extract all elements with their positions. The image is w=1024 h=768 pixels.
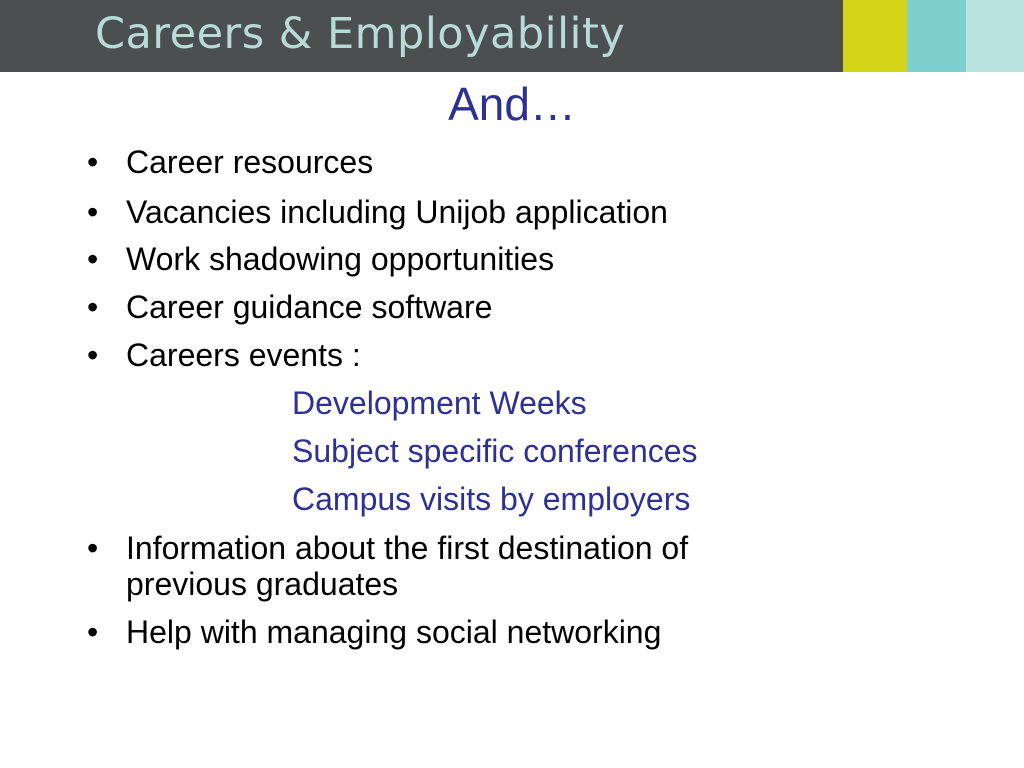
bullet-icon: • xyxy=(87,614,99,650)
event-item-campus-visits: Campus visits by employers xyxy=(292,481,691,517)
list-item-text: previous graduates xyxy=(126,566,399,602)
list-item-text: Help with managing social networking xyxy=(126,614,662,650)
list-item-text: Career guidance software xyxy=(126,289,493,325)
event-item-development-weeks: Development Weeks xyxy=(292,385,587,421)
bullet-icon: • xyxy=(87,194,99,230)
list-item-text: Information about the first destination of xyxy=(126,530,689,566)
accent-band-lime xyxy=(843,0,907,72)
accent-band-teal xyxy=(907,0,966,72)
list-item-text: Vacancies including Unijob application xyxy=(126,194,668,230)
bullet-icon: • xyxy=(87,337,99,373)
bullet-icon: • xyxy=(87,144,99,180)
bullet-icon: • xyxy=(87,289,99,325)
accent-band-pale-teal xyxy=(966,0,1024,72)
brand-title: Careers & Employability xyxy=(95,9,626,59)
bullet-icon: • xyxy=(87,530,99,566)
list-item-text: Work shadowing opportunities xyxy=(126,241,555,277)
event-item-subject-conferences: Subject specific conferences xyxy=(292,433,698,469)
header-banner xyxy=(0,0,1024,72)
slide-title: And… xyxy=(448,78,576,130)
bullet-icon: • xyxy=(87,241,99,277)
list-item-text: Careers events : xyxy=(126,337,361,373)
list-item-text: Career resources xyxy=(126,144,374,180)
